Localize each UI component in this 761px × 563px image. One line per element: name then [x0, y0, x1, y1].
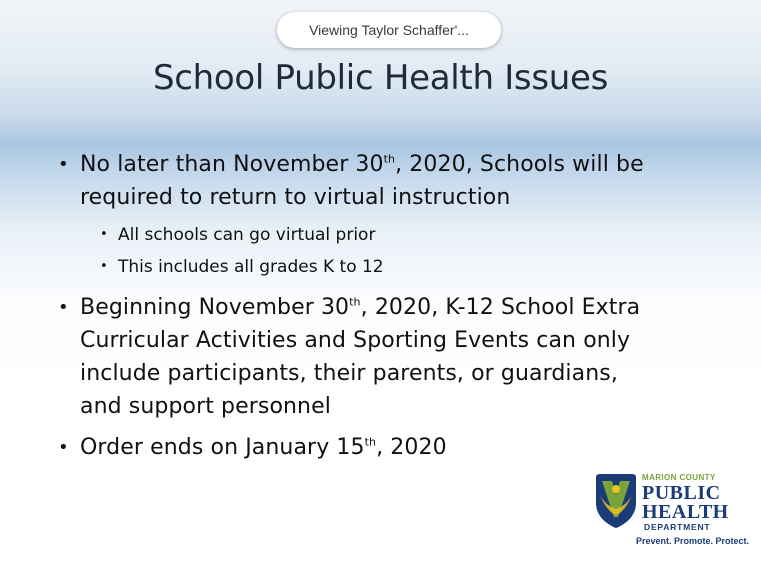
bullet-text: Order ends on January 15: [80, 435, 365, 460]
bullet-text: , 2020, Schools will be: [395, 152, 644, 177]
slide-title: School Public Health Issues: [152, 58, 609, 98]
logo-public-text: PUBLIC: [642, 482, 721, 504]
bullet-list: [56, 148, 746, 464]
health-department-emblem-icon: [594, 473, 638, 529]
viewing-presenter-label: Viewing Taylor Schaffer'...: [309, 22, 469, 38]
ordinal-suffix: th: [349, 295, 361, 309]
logo-county-text: MARION COUNTY: [642, 473, 716, 482]
bullet-line: [80, 431, 746, 464]
bullet-dot-icon: •: [58, 437, 69, 458]
bullet-item: [56, 431, 746, 464]
bullet-line: and support personnel: [80, 394, 331, 419]
bullet-dot-icon: •: [58, 154, 69, 175]
bullet-line: Curricular Activities and Sporting Events can only: [80, 328, 631, 353]
bullet-item: [56, 291, 746, 423]
bullet-text: , 2020, K-12 School Extra: [360, 295, 641, 320]
sub-bullet-text: All schools can go virtual prior: [118, 225, 376, 245]
bullet-line: [80, 291, 746, 324]
viewing-presenter-indicator[interactable]: [277, 12, 501, 48]
bullet-item: [56, 148, 746, 214]
logo-department-text: DEPARTMENT: [644, 522, 711, 532]
logo-health-text: HEALTH: [642, 501, 729, 523]
logo-tagline: Prevent. Promote. Protect.: [636, 536, 750, 546]
sub-bullet-item: [56, 219, 746, 251]
health-department-logo: [592, 471, 752, 551]
sub-bullet-item: [56, 251, 746, 283]
bullet-text: Beginning November 30: [80, 295, 350, 320]
bullet-text: , 2020: [376, 435, 447, 460]
sub-bullet-dot-icon: •: [100, 227, 108, 242]
ordinal-suffix: th: [364, 435, 377, 449]
ordinal-suffix: th: [383, 152, 396, 166]
sub-bullet-text: This includes all grades K to 12: [118, 257, 384, 277]
bullet-line: include participants, their parents, or guardians,: [80, 361, 618, 386]
bullet-line: [80, 148, 746, 181]
bullet-dot-icon: •: [58, 297, 69, 318]
sub-bullet-dot-icon: •: [100, 259, 108, 274]
bullet-text: No later than November 30: [80, 152, 384, 177]
bullet-line: required to return to virtual instruction: [80, 185, 511, 210]
